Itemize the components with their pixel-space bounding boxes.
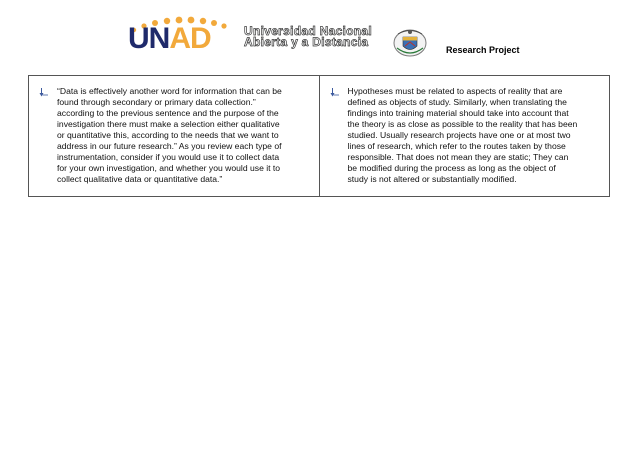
unad-logo: [128, 24, 211, 54]
project-title: Research Project: [446, 45, 520, 55]
university-name: [244, 26, 384, 48]
arrow-down-icon: [39, 87, 49, 97]
university-name-line2: Abierta y a Distancia: [244, 35, 369, 49]
content-table: [28, 75, 610, 197]
page-header: [0, 0, 638, 60]
left-cell-text: “Data is effectively another word for information that can be found through secondary or primary data collection.” according to the previous sentence and the purpose of the investigation there must make a selection either qualitative or quantitative this, according to the needs that we want to address in our future research.” As you review each type of instrumentation, consider if you would use it to collect data for your own investigation, and whether you would use it to collect qualitative data or quantitative data.”: [57, 86, 282, 184]
right-cell-text: Hypotheses must be related to aspects of reality that are defined as objects of study. Similarly, when translating the findings into training material should take into account that the theory is as close as possible to the reality that has been studied. Usually research projects have one or at most two lines of research, which refer to the routes taken by those responsible. That does not mean they are static; They can be modified during the process as long as the object of study is not altered or substantially modified.: [347, 86, 578, 184]
university-name-line1: Universidad Nacional: [244, 24, 373, 38]
logo-word-part1: UN: [128, 22, 170, 55]
arrow-down-icon: [330, 87, 340, 97]
table-cell-right: [319, 76, 610, 196]
logo-word-part2: AD: [169, 22, 211, 55]
table-cell-left: [29, 76, 319, 196]
national-coat-of-arms-icon: [392, 28, 428, 58]
